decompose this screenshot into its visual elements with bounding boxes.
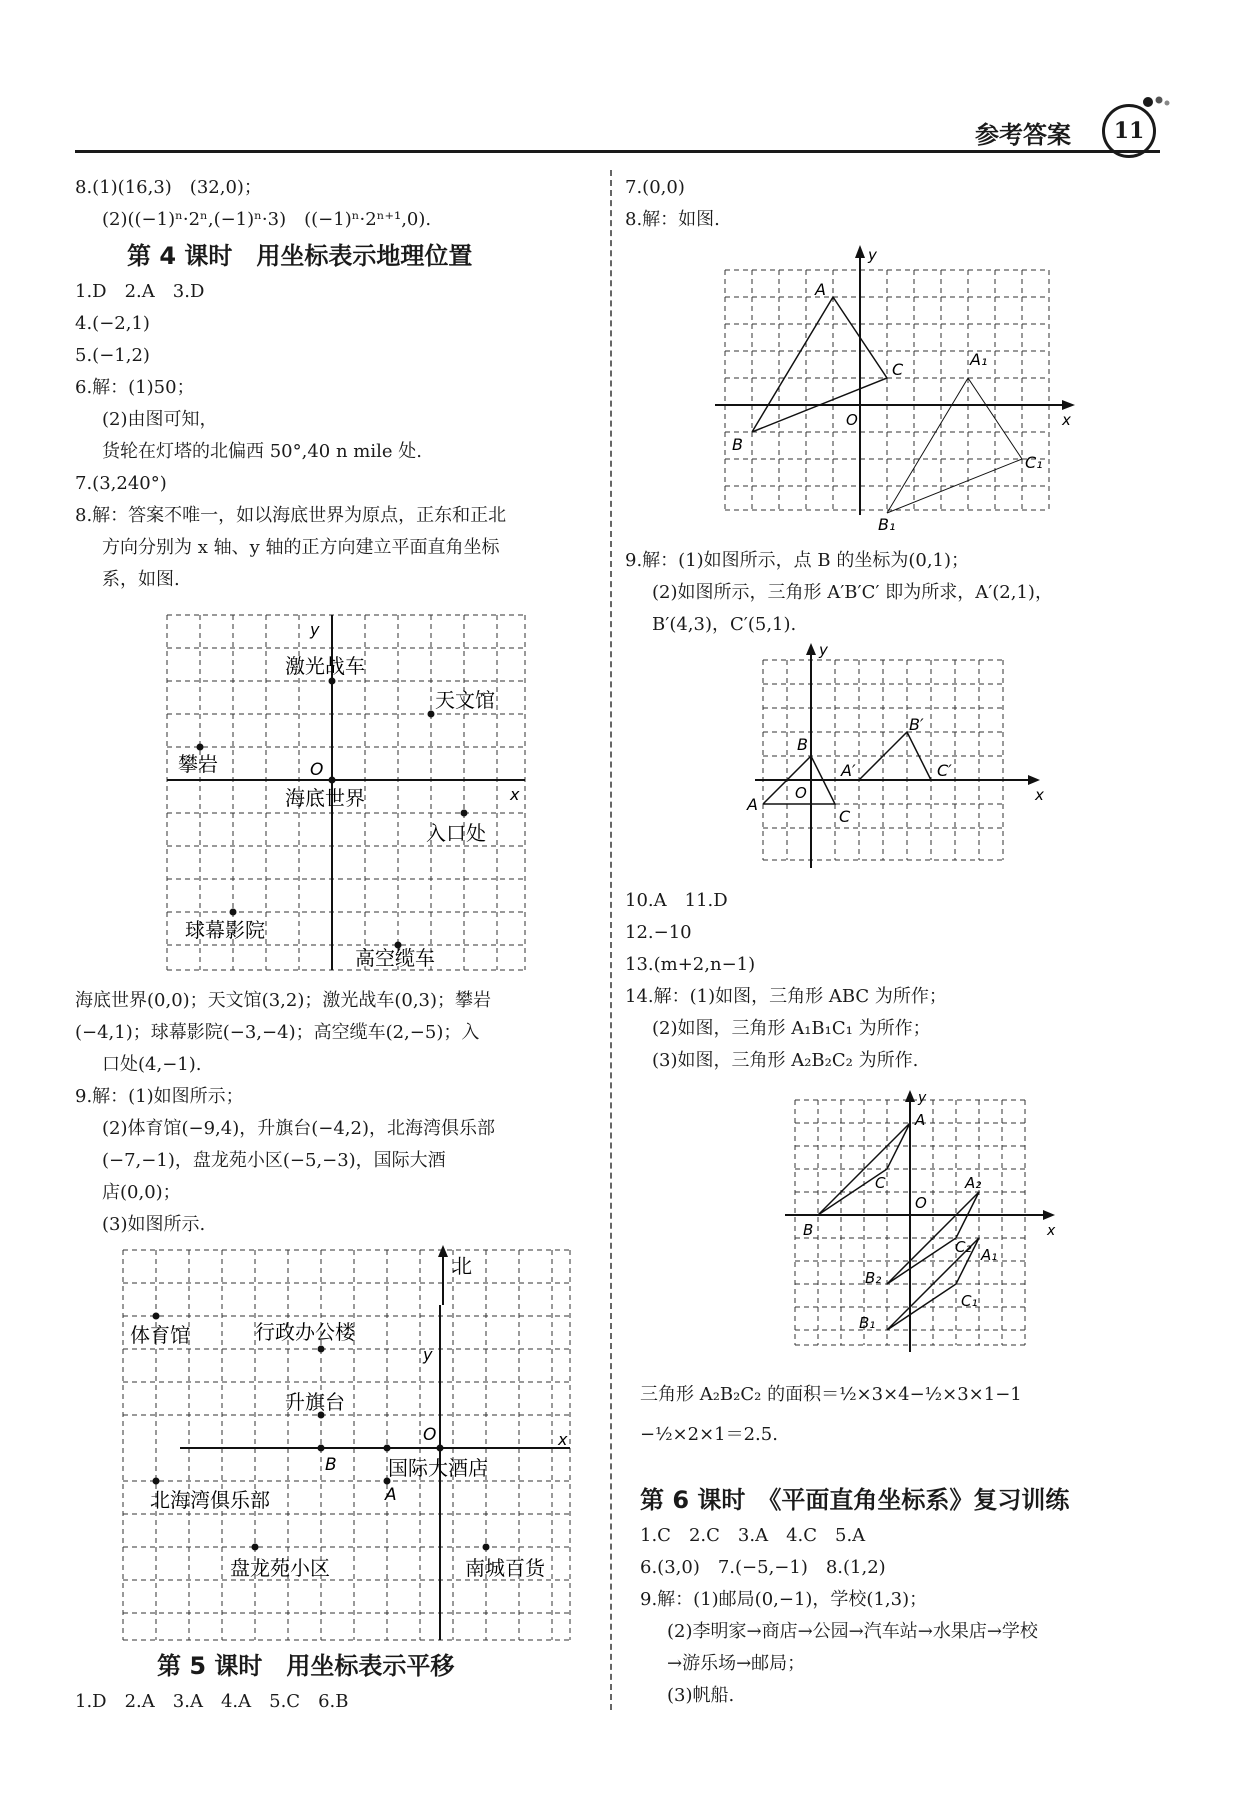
figure-park-map: [160, 605, 530, 975]
label-haidi: 海底世界: [285, 786, 365, 810]
column-separator: [610, 170, 612, 1710]
answer-line: 1.D 2.A 3.A 4.A 5.C 6.B: [75, 1691, 349, 1712]
answer-line: 8.解：如图.: [625, 209, 720, 230]
left-column-2: [75, 985, 495, 1241]
answer-line: 14.解：(1)如图，三角形 ABC 为所作；: [625, 986, 947, 1007]
label-origin: O: [423, 1425, 437, 1445]
answer-line: 6.解：(1)50；: [75, 377, 195, 398]
answer-line: 6.(3,0) 7.(−5,−1) 8.(1,2): [640, 1557, 886, 1578]
label-A: A: [747, 795, 758, 814]
answer-line: −½×2×1＝2.5.: [640, 1424, 778, 1445]
label-qiumu: 球幕影院: [185, 918, 265, 942]
left-column-3: [75, 1646, 454, 1718]
label-origin: O: [310, 760, 324, 780]
answer-line: 货轮在灯塔的北偏西 50°,40 n mile 处.: [102, 441, 422, 462]
label-C1: C₁: [961, 1292, 978, 1310]
right-column-5: [640, 1480, 1069, 1712]
answer-line: 5.(−1,2): [75, 345, 150, 366]
answer-line: B′(4,3)，C′(5,1).: [652, 614, 797, 635]
figure-translation-1: [710, 240, 1090, 530]
answer-line: 三角形 A₂B₂C₂ 的面积＝½×3×4−½×3×1−1: [640, 1384, 1022, 1405]
label-beihai: 北海湾俱乐部: [150, 1488, 270, 1512]
header-title: 参考答案: [975, 121, 1071, 149]
answer-line: (2)李明家→商店→公园→汽车站→水果店→学校: [667, 1621, 1038, 1642]
answer-line: 店(0,0)；: [102, 1182, 181, 1203]
decor-dots-icon: [1142, 92, 1172, 112]
axis-label-y: y: [868, 246, 877, 264]
axis-label-x: x: [1062, 411, 1071, 429]
label-xingzheng: 行政办公楼: [255, 1320, 355, 1344]
answer-line: 9.解：(1)如图所示，点 B 的坐标为(0,1)；: [625, 550, 970, 571]
answer-line: (2)((−1)ⁿ·2ⁿ,(−1)ⁿ·3) ((−1)ⁿ·2ⁿ⁺¹,0).: [102, 209, 432, 230]
answer-line: 9.解：(1)邮局(0,−1)，学校(1,3)；: [640, 1589, 928, 1610]
answer-line: (−7,−1)，盘龙苑小区(−5,−3)，国际大酒: [102, 1150, 446, 1171]
label-origin: O: [846, 411, 858, 429]
axis-label-y: y: [423, 1345, 433, 1364]
answer-line: 8.(1)(16,3) (32,0)；: [75, 177, 262, 198]
label-A1: A₁: [970, 350, 988, 369]
label-B: B: [732, 435, 743, 454]
answer-line: (2)由图可知，: [102, 409, 218, 430]
answer-line: 10.A 11.D: [625, 890, 728, 911]
label-C1: C₁: [1025, 453, 1043, 472]
label-B: B: [325, 1455, 337, 1475]
label-B-prime: B′: [909, 715, 924, 734]
label-C2: C₂: [955, 1238, 972, 1256]
page-number: 11: [1102, 104, 1156, 158]
label-A2: A₂: [965, 1174, 982, 1192]
label-jiguang: 激光战车: [285, 654, 365, 678]
answer-line: (3)帆船.: [667, 1685, 735, 1706]
figure-translation-3: [765, 1090, 1065, 1360]
answer-line: 7.(0,0): [625, 177, 685, 198]
label-C: C: [839, 807, 851, 826]
answer-line: (−4,1)；球幕影院(−3,−4)；高空缆车(2,−5)；入: [75, 1022, 480, 1043]
axis-label-x: x: [1047, 1223, 1056, 1239]
answer-line: →游乐场→邮局；: [667, 1653, 806, 1674]
section-title-4: 第 4 课时 用坐标表示地理位置: [127, 242, 473, 270]
label-B: B: [797, 735, 808, 754]
answer-line: 8.解：答案不唯一，如以海底世界为原点，正东和正北: [75, 505, 507, 526]
section-title-6: 第 6 课时 《平面直角坐标系》复习训练: [640, 1486, 1070, 1514]
answer-line: (2)如图所示，三角形 A′B′C′ 即为所求，A′(2,1)，: [652, 582, 1053, 603]
axis-label-y: y: [310, 620, 320, 639]
right-column-4: [640, 1375, 1022, 1455]
label-shengqi: 升旗台: [285, 1390, 345, 1414]
answer-line: 12.−10: [625, 922, 692, 943]
label-gaokong: 高空缆车: [355, 946, 435, 970]
label-B2: B₂: [865, 1269, 882, 1287]
section-title-5: 第 5 课时 用坐标表示平移: [157, 1652, 455, 1680]
label-A: A: [385, 1485, 397, 1505]
label-A: A: [815, 280, 826, 299]
label-panyan: 攀岩: [178, 752, 218, 776]
right-column-2: [625, 545, 1053, 641]
answer-line: 海底世界(0,0)；天文馆(3,2)；激光战车(0,3)；攀岩: [75, 990, 492, 1011]
answer-line: (2)如图，三角形 A₁B₁C₁ 为所作；: [652, 1018, 931, 1039]
answer-line: 13.(m+2,n−1): [625, 954, 756, 975]
right-column: [625, 172, 720, 236]
right-column-3: [625, 885, 947, 1077]
label-B1: B₁: [859, 1314, 876, 1332]
answer-line: (2)体育馆(−9,4)，升旗台(−4,2)，北海湾俱乐部: [102, 1118, 496, 1139]
label-tianwen: 天文馆: [435, 688, 495, 712]
axis-label-x: x: [558, 1430, 568, 1449]
answer-line: 4.(−2,1): [75, 313, 150, 334]
left-column: [75, 172, 506, 596]
label-C: C: [892, 360, 904, 379]
label-A1: A₁: [981, 1246, 998, 1264]
label-C: C: [875, 1174, 886, 1192]
label-origin: O: [915, 1194, 927, 1212]
answer-line: 1.C 2.C 3.A 4.C 5.A: [640, 1525, 866, 1546]
label-A: A: [915, 1111, 926, 1129]
axis-label-x: x: [1035, 786, 1044, 804]
axis-label-x: x: [510, 785, 520, 804]
label-C-prime: C′: [937, 761, 952, 780]
answer-line: 系，如图.: [102, 569, 180, 590]
axis-label-y: y: [819, 641, 828, 659]
answer-line: (3)如图所示.: [102, 1214, 206, 1235]
label-nancheng: 南城百货: [465, 1556, 545, 1580]
answer-line: 口处(4,−1).: [102, 1054, 202, 1075]
label-tiyu: 体育馆: [130, 1323, 190, 1347]
answer-line: 9.解：(1)如图所示；: [75, 1086, 244, 1107]
answer-line: (3)如图，三角形 A₂B₂C₂ 为所作.: [652, 1050, 919, 1071]
label-B: B: [803, 1221, 814, 1239]
answer-line: 方向分别为 x 轴、y 轴的正方向建立平面直角坐标: [102, 537, 500, 558]
figure-translation-2: [745, 640, 1055, 870]
label-B1: B₁: [878, 515, 896, 530]
answer-line: 7.(3,240°): [75, 473, 167, 494]
label-north: 北: [452, 1254, 472, 1278]
label-origin: O: [795, 784, 807, 802]
label-guoji: 国际大酒店: [388, 1456, 488, 1480]
label-A-prime: A′: [841, 761, 856, 780]
figure-campus-map: [120, 1245, 580, 1645]
label-rukou: 入口处: [426, 821, 486, 845]
axis-label-y: y: [918, 1090, 927, 1106]
answer-line: 1.D 2.A 3.D: [75, 281, 205, 302]
label-panlong: 盘龙苑小区: [230, 1556, 330, 1580]
header-rule: [75, 150, 1160, 153]
